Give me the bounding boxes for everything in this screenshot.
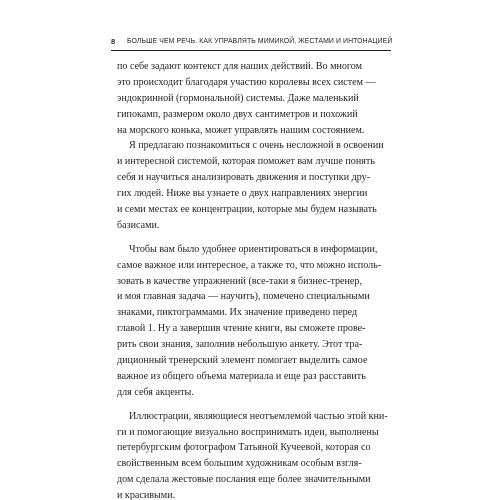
text-line: базисами. (117, 219, 160, 231)
running-title: БОЛЬШЕ ЧЕМ РЕЧЬ. КАК УПРАВЛЯТЬ МИМИКОЙ, ЖЕСТАМИ И ИНТОНАЦИЕЙ (127, 38, 393, 45)
text-line: петербургским фотографом Татьяной Кучеевой, которая со (117, 442, 371, 454)
text-line: самое важное или интересное, а также то, что можно исполь- (117, 259, 382, 271)
paragraph (117, 242, 399, 401)
text-line: и семи местах ее концентрации, которые мы будем называть (117, 204, 377, 216)
paragraph (117, 409, 399, 500)
text-line: и интересной системой, которая поможет вам лучше понять (117, 156, 375, 168)
text-line: и моя главная задача — научить), помечено специальными (117, 291, 370, 303)
paragraph (117, 59, 399, 234)
text-line: себя и научиться анализировать движения и поступки дру- (117, 172, 371, 184)
text-line: гипокамп, размером около двух сантиметров и похожий (117, 108, 358, 120)
text-line: и красивыми. (117, 490, 176, 500)
text-line: ги и помогающие визуально воспринимать идеи, выполнены (117, 426, 379, 438)
text-line: диционный тренерский элемент помогает выделить самое (117, 355, 368, 367)
body-text (117, 59, 399, 500)
text-line: зовать в качестве упражнений (все-таки я бизнес-тренер, (117, 275, 362, 287)
running-head (111, 36, 391, 51)
text-line: главой 1. Ну а завершив чтение книги, вы сможете прове- (117, 323, 366, 335)
text-line: это происходит благодаря участию королевы всех систем — (117, 76, 376, 88)
text-line: по себе задают контекст для наших действий. Во многом (117, 61, 363, 72)
text-line: важное из общего объема материала и еще раз расставить (117, 370, 366, 382)
text-line: гих людей. Ниже вы узнаете о двух направлениях энергии (117, 188, 368, 200)
text-line: эндокринной (гормональной) системы. Даже маленький (117, 92, 359, 104)
text-line: рить свои знания, заполнив небольшую анкету. Этот тра- (117, 339, 363, 351)
text-line: Я предлагаю познакомиться с очень несложной в освоении (129, 140, 384, 152)
text-line: Иллюстрации, являющиеся неотъемлемой частью этой кни- (129, 410, 388, 422)
text-line: на морского конька, может управлять нашим состоянием. (117, 124, 365, 136)
text-line: знаками, пиктограммами. Их значение приведено перед (117, 307, 358, 319)
text-line: свойственным всем большим художникам особым взгля- (117, 458, 362, 470)
text-line: Чтобы вам было удобнее ориентироваться в информации, (129, 243, 378, 255)
text-line: дом сделала жестовые послания еще более значительными (117, 474, 371, 486)
text-line: для себя акценты. (117, 386, 194, 398)
page-number: 8 (111, 37, 116, 46)
